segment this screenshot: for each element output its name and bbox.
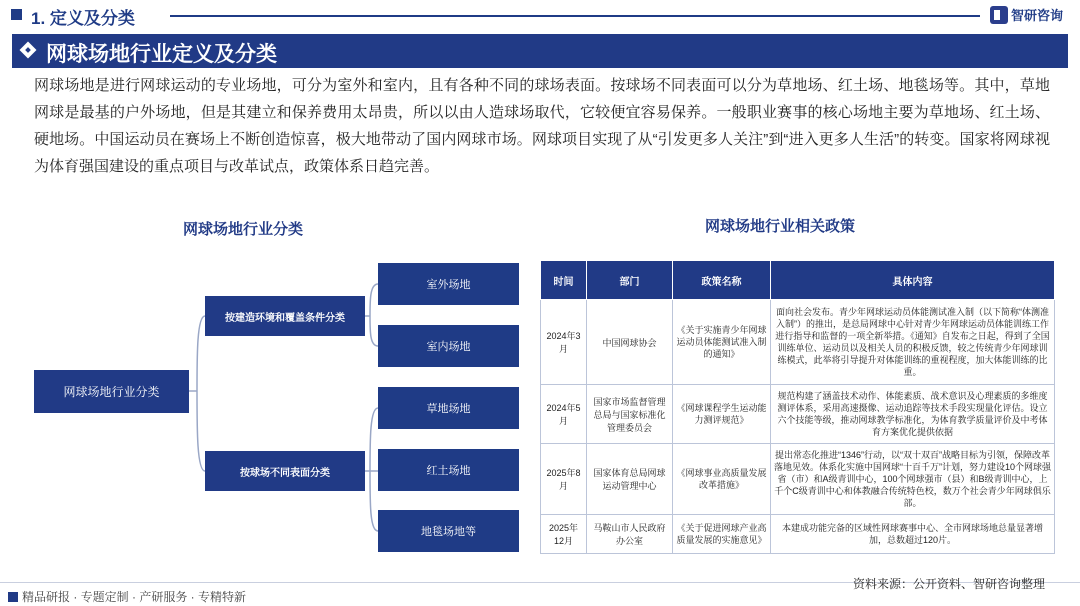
- connector-m1-l2: [370, 316, 378, 346]
- tree-leaf-carpet: 地毯场地等: [378, 510, 519, 552]
- tree-leaf-grass: 草地场地: [378, 387, 519, 429]
- header-name: 政策名称: [673, 261, 771, 300]
- tree-group-environment: 按建造环境和覆盖条件分类: [205, 296, 365, 336]
- connector-m1-l1: [370, 284, 378, 316]
- tree-leaf-outdoor: 室外场地: [378, 263, 519, 305]
- connector-root-m1: [197, 316, 205, 391]
- tree-root-node: 网球场地行业分类: [34, 370, 189, 413]
- footer-tagline-text: 精品研报 · 专题定制 · 产研服务 · 专精特新: [22, 590, 246, 604]
- table-row: [541, 300, 1055, 385]
- cell-dept: 国家市场监督管理总局与国家标准化管理委员会: [587, 385, 673, 444]
- cell-dept: 国家体育总局网球运动管理中心: [587, 444, 673, 515]
- brand-name: 智研咨询: [1011, 8, 1064, 23]
- cell-name: 《网球课程学生运动能力测评规范》: [673, 385, 771, 444]
- cell-time: 2025年8月: [541, 444, 587, 515]
- policy-table: [540, 260, 1054, 554]
- connector-m2-l1: [370, 408, 378, 471]
- footer-tagline: [8, 588, 246, 605]
- classification-title: 网球场地行业分类: [183, 221, 304, 238]
- cell-time: 2024年5月: [541, 385, 587, 444]
- page-title: 网球场地行业定义及分类: [46, 43, 277, 66]
- cell-name: 《网球事业高质量发展改革措施》: [673, 444, 771, 515]
- tree-leaf-indoor: 室内场地: [378, 325, 519, 367]
- header-time: 时间: [541, 261, 587, 300]
- cell-name: 《关于促进网球产业高质量发展的实施意见》: [673, 515, 771, 554]
- cell-content: 本建成功能完备的区域性网球赛事中心、全市网球场地总量显著增加，总数超过120片。: [771, 515, 1055, 554]
- connector-m2-l3: [370, 471, 378, 531]
- header-dept: 部门: [587, 261, 673, 300]
- cell-content: 规范构建了涵盖技术动作、体能素质、战术意识及心理素质的多维度测评体系，采用高速摄像、运动追踪等技术手段实现量化评估。设立六个技能等级，推动网球教学标准化，为体育教学质量评价及中考体育方案优化提供依据: [771, 385, 1055, 444]
- table-row: [541, 515, 1055, 554]
- cell-content: 提出常态化推进“1346”行动，以“双十双百”战略目标为引领，保障改革落地见效。体系化实施中国网球“十百千万”计划，努力建设10个网球强省（市）和A级青训中心，100个网球强市（县）和B级青训中心，上千个C级青训中心和体教融合传统特色校，数万个社会青少年网球俱乐部。: [771, 444, 1055, 515]
- footer-marker-icon: [8, 592, 18, 602]
- source-note: 资料来源：公开资料、智研咨询整理: [852, 577, 1045, 591]
- cell-content: 面向社会发布。青少年网球运动员体能测试准入制（以下简称“体测准入制”）的推出，是总局网球中心针对青少年网球运动员体能训练工作进行指导和监督的一项全新举措。《通知》自发布之日起，得到了全国训练单位、运动员以及相关人员的积极反馈，较之传统青少年网球训练模式，此举将引导提升对体能训练的重视程度，加大体能训练的比重。: [771, 300, 1055, 385]
- policy-title: 网球场地行业相关政策: [705, 218, 856, 235]
- connector-root-m2: [197, 391, 205, 471]
- section-title: 1. 定义及分类: [31, 9, 135, 28]
- tree-group-surface: 按球场不同表面分类: [205, 451, 365, 491]
- cell-dept: 中国网球协会: [587, 300, 673, 385]
- intro-paragraph: 网球场地是进行网球运动的专业场地，可分为室外和室内，且有各种不同的球场表面。按球场不同表面可以分为草地场、红土场、地毯场等。其中，草地网球是最基的户外场地，但是其建立和保养费用太昂贵，所以以由人造球场取代，它较便宜容易保养。一般职业赛事的核心场地主要为草地场、红土场、硬地场。中国运动员在赛场上不断创造惊喜，极大地带动了国内网球市场。网球项目实现了从“引发更多人关注”到“进入更多人生活”的转变。国家将网球视为体育强国建设的重点项目与改革试点，政策体系日趋完善。: [34, 77, 1050, 175]
- tree-leaf-clay: 红土场地: [378, 449, 519, 491]
- cell-time: 2024年3月: [541, 300, 587, 385]
- cell-name: 《关于实施青少年网球运动员体能测试准入制的通知》: [673, 300, 771, 385]
- cell-dept: 马鞍山市人民政府办公室: [587, 515, 673, 554]
- cell-time: 2025年12月: [541, 515, 587, 554]
- table-row: [541, 385, 1055, 444]
- table-row: [541, 444, 1055, 515]
- header-content: 具体内容: [771, 261, 1055, 300]
- policy-header-row: [541, 261, 1055, 300]
